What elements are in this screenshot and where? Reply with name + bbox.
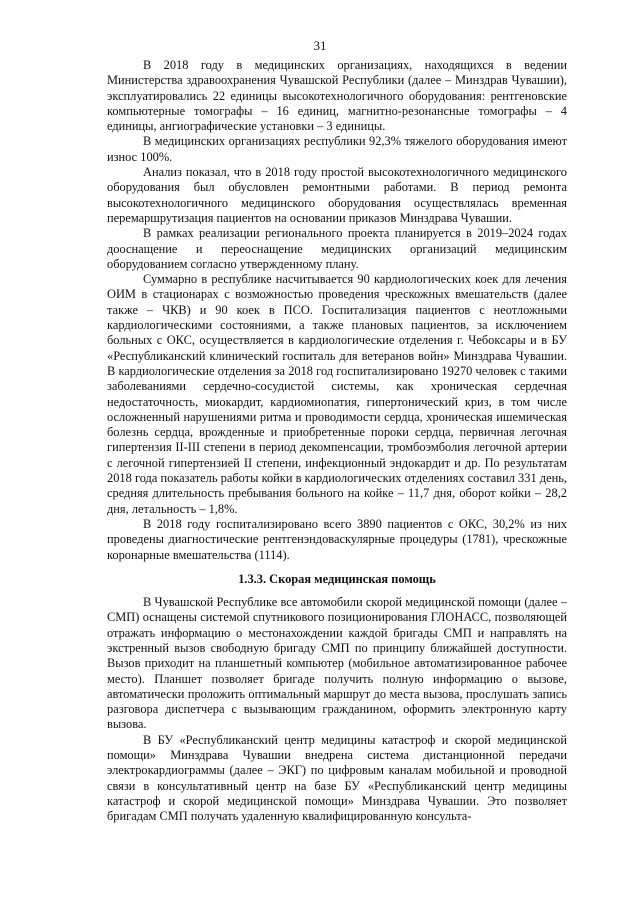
section-heading: 1.3.3. Скорая медицинская помощь xyxy=(238,571,436,586)
paragraph-downtime: Анализ показал, что в 2018 году простой высокотехнологичного медицинского оборудования был обусловлен ремонтными работами. В период ремонта высокотехнологичного медицинского оборудования осуществлялась временная перемаршрутизация пациентов на основании приказов Минздрава Чувашии. xyxy=(107,165,567,225)
paragraph-equipment: В 2018 году в медицинских организациях, находящихся в ведении Министерства здравоохранения Чувашской Республики (далее – Минздрав Чувашии), эксплуатировались 22 единицы высокотехнологичного оборудования: рентгеновские компьютерные томографы – 16 единиц, магнитно-резонансные томографы – 4 единицы, ангиографические установки – 3 единицы. xyxy=(107,58,567,134)
paragraph-glonass: В Чувашской Республике все автомобили скорой медицинской помощи (далее – СМП) оснащены системой спутникового позиционирования ГЛОНАСС, позволяющей отражать информацию о местонахождении каждой бригады СМП и направлять на экстренный вызов свободную бригаду СМП по принципу ближайшей доступности. Вызов приходит на планшетный компьютер (мобильное автоматизированное рабочее место). Планшет позволяет бригаде получить полную информацию о вызове, автоматически проложить оптимальный маршрут до места вызова, прослушать запись разговора диспетчера с вызывающим гражданином, оформить электронную карту вызова. xyxy=(107,595,567,732)
paragraph-oks-hospitalization: В 2018 году госпитализировано всего 3890 пациентов с ОКС, 30,2% из них проведены диагностические рентгенэндоваскулярные процедуры (1781), чрескожные коронарные вмешательства (1114). xyxy=(107,516,567,562)
paragraph-regional-project: В рамках реализации регионального проекта планируется в 2019–2024 годах дооснащение и переоснащение медицинских организаций медицинским оборудованием согласно утвержденному плану. xyxy=(107,226,567,271)
paragraph-cardiology-beds: Суммарно в республике насчитывается 90 кардиологических коек для лечения ОИМ в стационарах с возможностью проведения чрескожных вмешательств (далее также – ЧКВ) и 90 коек в ПСО. Госпитализация пациентов с неотложными кардиологическими состояниями, а также плановых пациентов, за исключением больных с ОКС, осуществляется в кардиологические отделения г. Чебоксары и в БУ «Республиканский клинический госпиталь для ветеранов войн» Минздрава Чувашии. В кардиологические отделения за 2018 год госпитализировано 19270 человек с такими заболеваниями сердечно-сосудистой системы, как хроническая сердечная недостаточность, миокардит, кардиомиопатия, гипертонический криз, в том числе осложненный нарушениями ритма и проводимости сердца, хроническая ишемическая болезнь сердца, врожденные и приобретенные пороки сердца, первичная легочная гипертензия II-III степени в период декомпенсации, тромбоэмболия легочной артерии с легочной гипертензией II степени, инфекционный эндокардит и др. По результатам 2018 года показатель работы койки в кардиологических отделениях составил 331 день, средняя длительность пребывания больного на койке – 11,7 дня, оборот койки – 28,2 дня, летальность – 1,8%. xyxy=(107,272,567,516)
page-body xyxy=(107,58,567,825)
page-number: 31 xyxy=(313,38,327,53)
paragraph-wear: В медицинских организациях республики 92,3% тяжелого оборудования имеют износ 100%. xyxy=(107,134,567,164)
paragraph-ecg-transmission: В БУ «Республиканский центр медицины катастроф и скорой медицинской помощи» Минздрава Чувашии внедрена система дистанционной передачи электрокардиограммы (далее – ЭКГ) по цифровым каналам мобильной и проводной связи в консультативный центр на базе БУ «Республиканский центр медицины катастроф и скорой медицинской помощи» Минздрава Чувашии. Это позволяет бригадам СМП получать удаленную квалифицированную консульта- xyxy=(107,732,567,824)
